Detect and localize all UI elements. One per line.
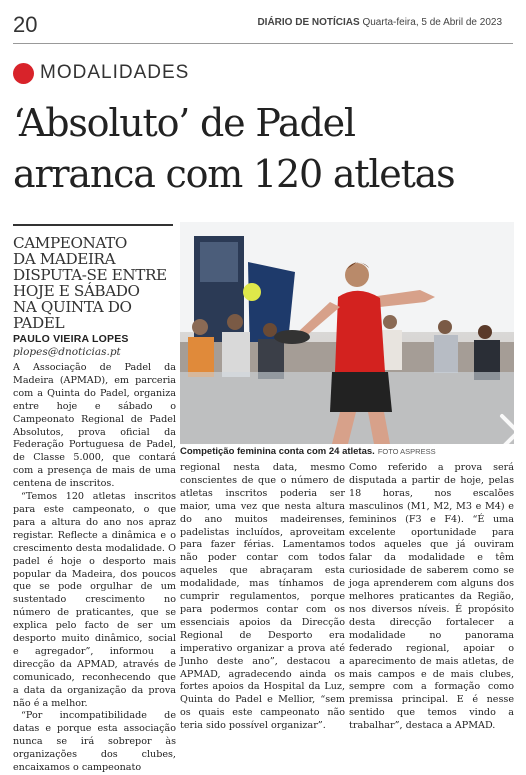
photo-credit: FOTO ASPRESS	[377, 447, 436, 456]
article-photo[interactable]	[180, 222, 514, 444]
subhead-rule	[13, 224, 173, 226]
subhead-line: HOJE E SÁBADO	[13, 282, 140, 300]
body-paragraph: “Temos 120 atletas inscritos para este campeonato, o que para a altura do ano nos apraz registar. Reflecte a dinâmica e o crescimento desta modalidade. O padel é hoje o desporto mais popular da Madeira, dos poucos que se pode orgulhar de um sustentado crescimento no número de praticantes, que se explica pelo facto de ser um desporto muito dinâmico, social e agregador”, informou a direcção da APMAD, através de comunicado, reconhecendo que a data da organização da prova não é a melhor.	[13, 491, 176, 709]
body-paragraph: Como referido a prova será disputada a partir de hoje, pelas 18 horas, nos escalões masculinos (M1, M2, M3 e M4) e femininos (F3 e F4). “É uma excelente oportunidade para todos aqueles que já ouviram falar da modalidade e têm curiosidade de saberem como se joga aprenderem com alguns dos melhores praticantes da Região, nos diversos níveis. É propósito desta direcção fortalecer a modalidade no panorama federado regional, apoiar o aparecimento de mais atletas, de mais campos e de mais clubes, sempre com a formação como premissa principal. E é nesse sentido que temos vindo a trabalhar”, destaca a APMAD.	[349, 462, 514, 732]
page-number: 20	[13, 12, 38, 37]
subhead-line: DA MADEIRA	[13, 250, 116, 268]
body-paragraph: A Associação de Padel da Madeira (APMAD), em parceria com a Quinta do Padel, organiza entre hoje e sábado o Campeonato Regional de Padel Absolutos, prova oficial da Federação Portuguesa de Padel, de Classe 5.000, que contará com a presença de mais de uma centena de inscritos.	[13, 362, 176, 490]
subhead-line: NA QUINTA DO PADEL	[13, 298, 132, 332]
section-dot-icon	[13, 63, 34, 84]
headline-line-1: ‘Absoluto’ de Padel	[13, 101, 355, 145]
byline-author: PAULO VIEIRA LOPES	[13, 333, 129, 345]
section-header	[13, 62, 189, 84]
section-label: MODALIDADES	[40, 62, 190, 83]
next-arrow-icon[interactable]	[498, 412, 522, 452]
body-column-1	[13, 362, 176, 775]
headline	[13, 98, 518, 200]
body-paragraph: regional nesta data, mesmo conscientes de que o número de atletas inscritos poderia ser maior, uma vez que nesta altura do ano muitos madeirenses, padelistas incluídos, aproveitam para fazer férias. Lamentamos não poder contar com todos aqueles que abraçaram esta modalidade, mas tínhamos de cumprir regulamentos, porque para podermos contar com os essenciais apoios da Direcção Regional de Desporto era imperativo organizar a prova até Junho deste ano”, destacou a APMAD, agradecendo ainda os fortes apoios da Hospital da Luz, Quinta do Padel e Mellior, “sem os quais este campeonato não teria sido possível organizar”.	[180, 462, 345, 732]
masthead	[257, 17, 502, 28]
caption-text: Competição feminina conta com 24 atletas.	[180, 446, 375, 457]
subhead-line: CAMPEONATO	[13, 234, 127, 252]
photo-caption	[180, 446, 436, 457]
body-column-2	[180, 462, 345, 733]
headline-line-2: arranca com 120 atletas	[13, 152, 455, 196]
body-column-3	[349, 462, 514, 733]
byline-email[interactable]: plopes@dnoticias.pt	[13, 346, 121, 358]
top-rule	[13, 43, 513, 44]
subhead	[13, 235, 173, 331]
publication-name: DIÁRIO DE NOTÍCIAS	[257, 17, 360, 28]
subhead-line: DISPUTA-SE ENTRE	[13, 266, 167, 284]
body-paragraph: “Por incompatibilidade de datas e porque esta associação nunca se irá sobrepor às organizações dos clubes, encaixamos o campeonato	[13, 710, 176, 774]
issue-date: Quarta-feira, 5 de Abril de 2023	[362, 17, 502, 28]
padel-player-image	[180, 222, 514, 444]
